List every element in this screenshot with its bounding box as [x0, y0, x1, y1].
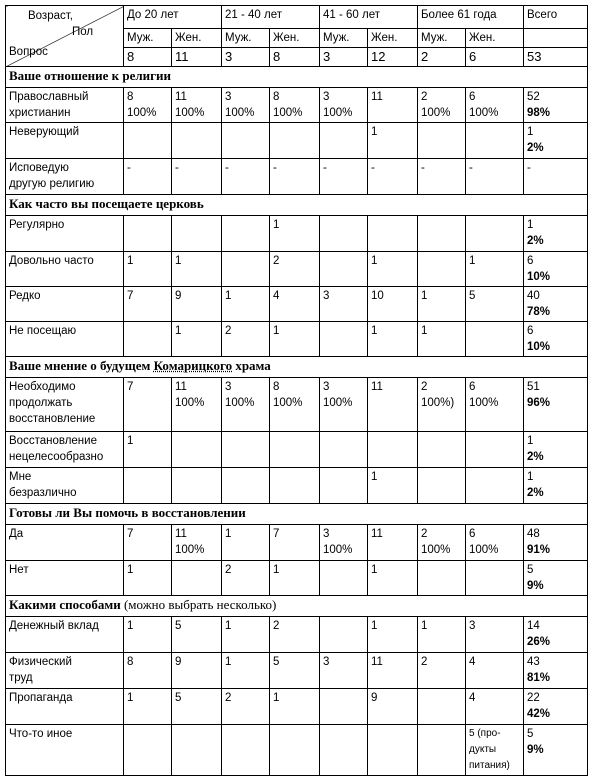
answer-count-cell: 2 100%: [418, 525, 466, 561]
answer-count-cell: 6 100%: [466, 525, 524, 561]
gender-header: Муж.: [418, 29, 466, 48]
total-percent: 98%: [527, 107, 551, 119]
table-row: [6, 725, 588, 776]
answer-label: Мне безразлично: [6, 468, 124, 504]
answer-count-cell: [320, 725, 368, 776]
total-percent: 2%: [527, 487, 544, 499]
table-row: [6, 159, 588, 195]
answer-count-cell: [418, 432, 466, 468]
answer-count-cell: 1: [368, 123, 418, 159]
answer-count-cell: [368, 216, 418, 252]
respondent-count: 6: [466, 48, 524, 67]
section-title-note: (можно выбрать несколько): [120, 597, 277, 612]
answer-count-cell: [124, 468, 172, 504]
answer-count-cell: -: [368, 159, 418, 195]
total-cell: [524, 287, 588, 322]
answer-count-cell: [320, 322, 368, 357]
answer-count-cell: [172, 561, 222, 596]
answer-count-cell: 1: [172, 322, 222, 357]
answer-count-cell: 1: [270, 561, 320, 596]
total-count: 40: [527, 290, 540, 302]
answer-count-cell: 11: [368, 653, 418, 689]
answer-count-cell: 1: [418, 617, 466, 653]
answer-count-cell: 6 100%: [466, 378, 524, 432]
total-cell: [524, 617, 588, 653]
answer-count-cell: [222, 252, 270, 287]
answer-count-cell: [466, 561, 524, 596]
total-count: 14: [527, 620, 540, 632]
table-row: [6, 88, 588, 123]
answer-label: Довольно часто: [6, 252, 124, 287]
section-header-row: [6, 504, 588, 525]
answer-count-cell: 1: [222, 617, 270, 653]
answer-count-cell: [320, 468, 368, 504]
answer-label: Редко: [6, 287, 124, 322]
answer-label: Не посещаю: [6, 322, 124, 357]
section-title-text: Как часто вы посещаете церковь: [9, 196, 204, 211]
answer-count-cell: 4: [270, 287, 320, 322]
answer-count-cell: 3: [466, 617, 524, 653]
answer-count-cell: 8 100%: [270, 378, 320, 432]
answer-count-cell: [320, 561, 368, 596]
respondent-count: 8: [270, 48, 320, 67]
section-header-row: [6, 67, 588, 88]
total-percent: 81%: [527, 672, 551, 684]
answer-count-cell: [368, 725, 418, 776]
answer-count-cell: 8 100%: [270, 88, 320, 123]
answer-count-cell: [466, 432, 524, 468]
answer-count-cell: [270, 432, 320, 468]
answer-count-cell: 3 100%: [320, 88, 368, 123]
total-header-blank: [524, 29, 588, 48]
section-title-text: Ваше мнение о будущем: [9, 358, 154, 373]
total-percent: 42%: [527, 708, 551, 720]
section-title: [6, 195, 588, 216]
answer-count-cell: -: [418, 159, 466, 195]
answer-count-cell: [418, 468, 466, 504]
answer-count-cell: 3: [320, 287, 368, 322]
gender-header: Жен.: [270, 29, 320, 48]
total-percent: 96%: [527, 397, 551, 409]
answer-count-cell: 2: [270, 617, 320, 653]
answer-count-cell: 11: [368, 378, 418, 432]
total-count: 1: [527, 435, 534, 447]
corner-age-label: Возраст,: [28, 10, 73, 22]
answer-count-cell: 11: [368, 525, 418, 561]
total-count: -: [527, 162, 531, 174]
gender-header: Муж.: [222, 29, 270, 48]
answer-count-cell: 7: [124, 525, 172, 561]
answer-count-cell: [124, 123, 172, 159]
respondent-count: 12: [368, 48, 418, 67]
answer-count-cell: [172, 216, 222, 252]
answer-label: Пропаганда: [6, 689, 124, 725]
age-group-header: До 20 лет: [124, 6, 222, 29]
answer-count-cell: -: [124, 159, 172, 195]
total-cell: [524, 432, 588, 468]
total-count: 1: [527, 471, 534, 483]
answer-count-cell: [320, 689, 368, 725]
answer-count-cell: [172, 432, 222, 468]
total-percent: 9%: [527, 580, 544, 592]
answer-count-cell: 4: [466, 689, 524, 725]
answer-count-cell: 3 100%: [222, 88, 270, 123]
answer-count-cell: 1: [270, 216, 320, 252]
answer-count-cell: 11: [368, 88, 418, 123]
answer-count-cell: 6 100%: [466, 88, 524, 123]
respondent-count: 11: [172, 48, 222, 67]
table-row: [6, 252, 588, 287]
answer-count-cell: [172, 725, 222, 776]
answer-count-cell: [466, 216, 524, 252]
answer-count-cell: [124, 322, 172, 357]
answer-count-cell: -: [270, 159, 320, 195]
answer-count-cell: 1: [222, 525, 270, 561]
answer-count-cell: -: [172, 159, 222, 195]
answer-count-cell: 9: [172, 287, 222, 322]
section-header-row: [6, 357, 588, 378]
answer-label: Физический труд: [6, 653, 124, 689]
answer-count-cell: 1: [222, 287, 270, 322]
gender-header: Муж.: [124, 29, 172, 48]
answer-count-cell: 1: [270, 689, 320, 725]
section-title: [6, 67, 588, 88]
answer-count-cell: 1: [368, 617, 418, 653]
answer-count-cell: 2 100%: [418, 88, 466, 123]
answer-count-cell: [466, 322, 524, 357]
answer-label: Неверующий: [6, 123, 124, 159]
answer-count-cell: [222, 216, 270, 252]
answer-count-cell: 1: [418, 322, 466, 357]
total-count: 6: [527, 325, 534, 337]
section-title: [6, 504, 588, 525]
table-row: [6, 561, 588, 596]
table-row: [6, 689, 588, 725]
answer-count-cell: 7: [124, 287, 172, 322]
answer-count-cell: 1: [124, 561, 172, 596]
total-percent: 10%: [527, 341, 551, 353]
answer-count-cell: [270, 123, 320, 159]
answer-count-cell: 5: [172, 617, 222, 653]
answer-count-cell: [320, 123, 368, 159]
answer-count-cell: 1: [124, 617, 172, 653]
section-title: [6, 596, 588, 617]
total-cell: [524, 123, 588, 159]
answer-count-cell: [320, 617, 368, 653]
age-group-header: Более 61 года: [418, 6, 524, 29]
respondent-total-count: 53: [524, 48, 588, 67]
table-row: [6, 123, 588, 159]
total-count: 43: [527, 656, 540, 668]
total-cell: [524, 653, 588, 689]
answer-count-cell: [172, 123, 222, 159]
gender-header: Жен.: [172, 29, 222, 48]
total-count: 1: [527, 126, 534, 138]
answer-count-cell: 1: [172, 252, 222, 287]
answer-count-cell: 3 100%: [222, 378, 270, 432]
age-group-header: 41 - 60 лет: [320, 6, 418, 29]
total-count: 22: [527, 692, 540, 704]
section-title-text: Какими способами: [9, 597, 121, 612]
answer-label: Что-то иное: [6, 725, 124, 776]
total-percent: 2%: [527, 142, 544, 154]
total-percent: 91%: [527, 544, 551, 556]
respondent-count: 2: [418, 48, 466, 67]
answer-count-cell: [418, 689, 466, 725]
answer-count-cell: [270, 468, 320, 504]
respondent-count: 8: [124, 48, 172, 67]
total-cell: [524, 378, 588, 432]
answer-label: Необходимо продолжать восстановление: [6, 378, 124, 432]
section-title-underlined: Комарицкого: [153, 358, 233, 373]
table-row: [6, 525, 588, 561]
answer-count-cell: 9: [368, 689, 418, 725]
table-row: [6, 432, 588, 468]
answer-count-cell: [320, 216, 368, 252]
header-row-age: [6, 6, 588, 29]
table-row: [6, 468, 588, 504]
answer-count-cell: -: [320, 159, 368, 195]
total-count: 6: [527, 255, 534, 267]
answer-count-cell: -: [222, 159, 270, 195]
answer-count-cell: 1: [418, 287, 466, 322]
answer-count-cell: 2: [270, 252, 320, 287]
table-row: [6, 653, 588, 689]
answer-count-cell: 11 100%: [172, 525, 222, 561]
answer-count-cell: [124, 725, 172, 776]
answer-label: Православный христианин: [6, 88, 124, 123]
answer-count-cell: [270, 725, 320, 776]
total-cell: [524, 689, 588, 725]
corner-question-label: Вопрос: [9, 46, 48, 58]
total-cell: [524, 159, 588, 195]
answer-count-cell: [172, 468, 222, 504]
answer-count-cell: 3 100%: [320, 378, 368, 432]
answer-count-cell: 5 (про- дукты питания): [466, 725, 524, 776]
answer-count-cell: 8 100%: [124, 88, 172, 123]
answer-count-cell: 1: [222, 653, 270, 689]
table-row: [6, 617, 588, 653]
total-percent: 2%: [527, 451, 544, 463]
table-row: [6, 322, 588, 357]
answer-count-cell: 1: [466, 252, 524, 287]
total-count: 1: [527, 219, 534, 231]
answer-count-cell: 11 100%: [172, 378, 222, 432]
total-count: 51: [527, 381, 540, 393]
answer-count-cell: [222, 432, 270, 468]
total-header: Всего: [524, 6, 588, 29]
total-count: 48: [527, 528, 540, 540]
corner-gender-label: Пол: [72, 26, 94, 38]
total-percent: 78%: [527, 306, 551, 318]
answer-label: Восстановление нецелесообразно: [6, 432, 124, 468]
answer-label: Регулярно: [6, 216, 124, 252]
total-cell: [524, 468, 588, 504]
answer-count-cell: 2 100%): [418, 378, 466, 432]
total-percent: 26%: [527, 636, 551, 648]
answer-count-cell: [418, 123, 466, 159]
answer-count-cell: [320, 252, 368, 287]
answer-count-cell: 9: [172, 653, 222, 689]
table-row: [6, 287, 588, 322]
section-title: [6, 357, 588, 378]
total-cell: [524, 88, 588, 123]
total-cell: [524, 216, 588, 252]
answer-count-cell: [466, 468, 524, 504]
answer-count-cell: [418, 252, 466, 287]
answer-count-cell: 1: [270, 322, 320, 357]
answer-count-cell: 1: [124, 432, 172, 468]
answer-count-cell: 2: [222, 689, 270, 725]
gender-header: Жен.: [466, 29, 524, 48]
section-title-end: храма: [232, 358, 271, 373]
answer-count-cell: 1: [368, 322, 418, 357]
answer-count-cell: 1: [124, 689, 172, 725]
total-cell: [524, 525, 588, 561]
answer-count-cell: [222, 123, 270, 159]
total-cell: [524, 322, 588, 357]
answer-count-cell: [418, 561, 466, 596]
answer-label: Да: [6, 525, 124, 561]
section-header-row: [6, 195, 588, 216]
answer-count-cell: [124, 216, 172, 252]
answer-count-cell: [418, 725, 466, 776]
answer-count-cell: 5: [270, 653, 320, 689]
answer-count-cell: 3: [320, 653, 368, 689]
answer-count-cell: [320, 432, 368, 468]
header-corner-cell: [6, 6, 124, 67]
total-cell: [524, 561, 588, 596]
answer-count-cell: [368, 432, 418, 468]
answer-count-cell: 3 100%: [320, 525, 368, 561]
answer-count-cell: 10: [368, 287, 418, 322]
answer-label: Нет: [6, 561, 124, 596]
answer-count-cell: -: [466, 159, 524, 195]
answer-count-cell: 2: [222, 322, 270, 357]
total-cell: [524, 725, 588, 776]
section-header-row: [6, 596, 588, 617]
answer-count-cell: [222, 468, 270, 504]
answer-label: Денежный вклад: [6, 617, 124, 653]
answer-count-cell: [466, 123, 524, 159]
section-title-text: Ваше отношение к религии: [9, 68, 172, 83]
total-cell: [524, 252, 588, 287]
total-count: 5: [527, 728, 534, 740]
answer-count-cell: [418, 216, 466, 252]
respondent-count: 3: [222, 48, 270, 67]
answer-count-cell: 8: [124, 653, 172, 689]
answer-count-cell: [222, 725, 270, 776]
answer-count-cell: 2: [418, 653, 466, 689]
answer-count-cell: 7: [270, 525, 320, 561]
answer-count-cell: 1: [368, 252, 418, 287]
gender-header: Муж.: [320, 29, 368, 48]
table-row: [6, 378, 588, 432]
total-count: 5: [527, 564, 534, 576]
answer-count-cell: 1: [124, 252, 172, 287]
answer-count-cell: 5: [172, 689, 222, 725]
survey-table: [5, 5, 588, 776]
answer-count-cell: 1: [368, 561, 418, 596]
answer-count-cell: 2: [222, 561, 270, 596]
table-row: [6, 216, 588, 252]
total-percent: 2%: [527, 235, 544, 247]
answer-count-cell: 7: [124, 378, 172, 432]
answer-label: Исповедую другую религию: [6, 159, 124, 195]
answer-count-cell: 4: [466, 653, 524, 689]
age-group-header: 21 - 40 лет: [222, 6, 320, 29]
respondent-count: 3: [320, 48, 368, 67]
answer-count-cell: 5: [466, 287, 524, 322]
gender-header: Жен.: [368, 29, 418, 48]
answer-count-cell: 11 100%: [172, 88, 222, 123]
total-percent: 10%: [527, 271, 551, 283]
section-title-text: Готовы ли Вы помочь в восстановлении: [9, 505, 246, 520]
answer-count-cell: 1: [368, 468, 418, 504]
total-percent: 9%: [527, 744, 544, 756]
total-count: 52: [527, 91, 540, 103]
